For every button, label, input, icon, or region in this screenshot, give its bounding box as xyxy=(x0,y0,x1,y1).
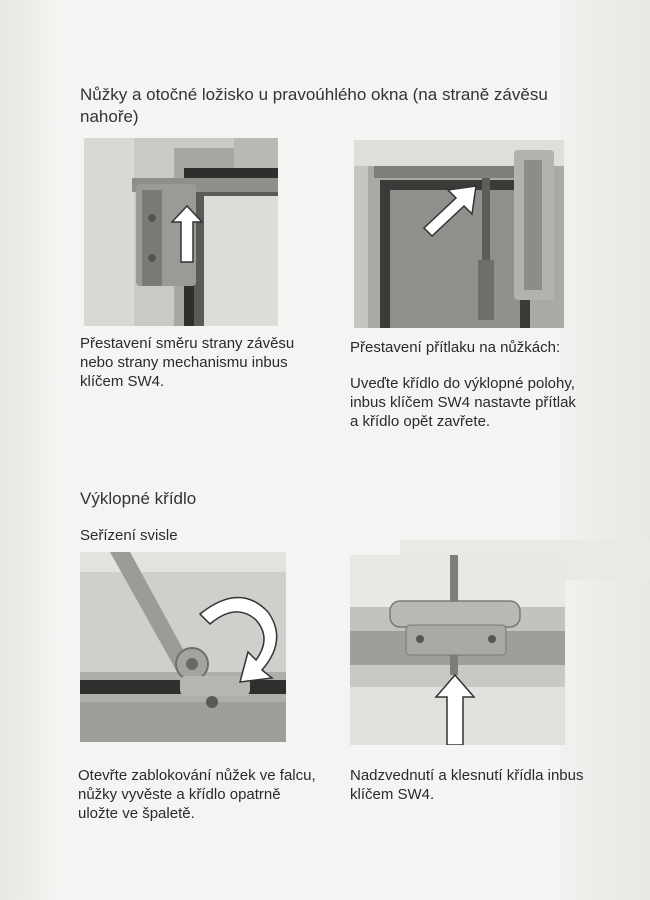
caption-scissors-unlock xyxy=(78,766,316,823)
caption-line: Nadzvednutí a klesnutí křídla inbus xyxy=(350,767,584,784)
right-page-bleed xyxy=(560,0,650,900)
caption-line: nůžky vyvěste a křídlo opatrně xyxy=(78,786,281,803)
caption-scissors-heading xyxy=(350,338,560,357)
caption-line: klíčem SW4. xyxy=(350,786,435,803)
caption-scissors-pressure xyxy=(350,374,576,431)
caption-heading: Přestavení přítlaku na nůžkách: xyxy=(350,339,561,356)
subtitle-vertical-adjust xyxy=(80,526,178,545)
caption-line: nebo strany mechanismu inbus xyxy=(80,354,288,371)
section-title-tilt-sash xyxy=(80,488,196,510)
photo-hinge-adjust xyxy=(84,138,278,326)
photo-sash-lift xyxy=(350,555,565,745)
caption-sash-lift xyxy=(350,766,583,804)
caption-hinge-adjust xyxy=(80,334,294,391)
caption-line: a křídlo opět zavřete. xyxy=(350,413,491,430)
caption-line: klíčem SW4. xyxy=(80,373,165,390)
photo-scissors-pressure xyxy=(354,140,564,328)
caption-line: Otevřte zablokování nůžek ve falcu, xyxy=(78,767,316,784)
section-title-line: nahoře) xyxy=(80,107,139,126)
left-page-bleed xyxy=(0,0,58,900)
caption-line: uložte ve špaletě. xyxy=(78,805,195,822)
section-title-line: Nůžky a otočné ložisko u pravoúhlého okna (na straně závěsu xyxy=(80,85,548,104)
section-title-line: Výklopné křídlo xyxy=(80,489,197,508)
subtitle-text: Seřízení svisle xyxy=(80,527,178,544)
caption-line: inbus klíčem SW4 nastavte přítlak xyxy=(350,394,576,411)
caption-line: Uveďte křídlo do výklopné polohy, xyxy=(350,375,575,392)
caption-line: Přestavení směru strany závěsu xyxy=(80,335,295,352)
photo-scissors-unlock xyxy=(80,552,286,742)
section-title-hinge xyxy=(80,84,548,128)
